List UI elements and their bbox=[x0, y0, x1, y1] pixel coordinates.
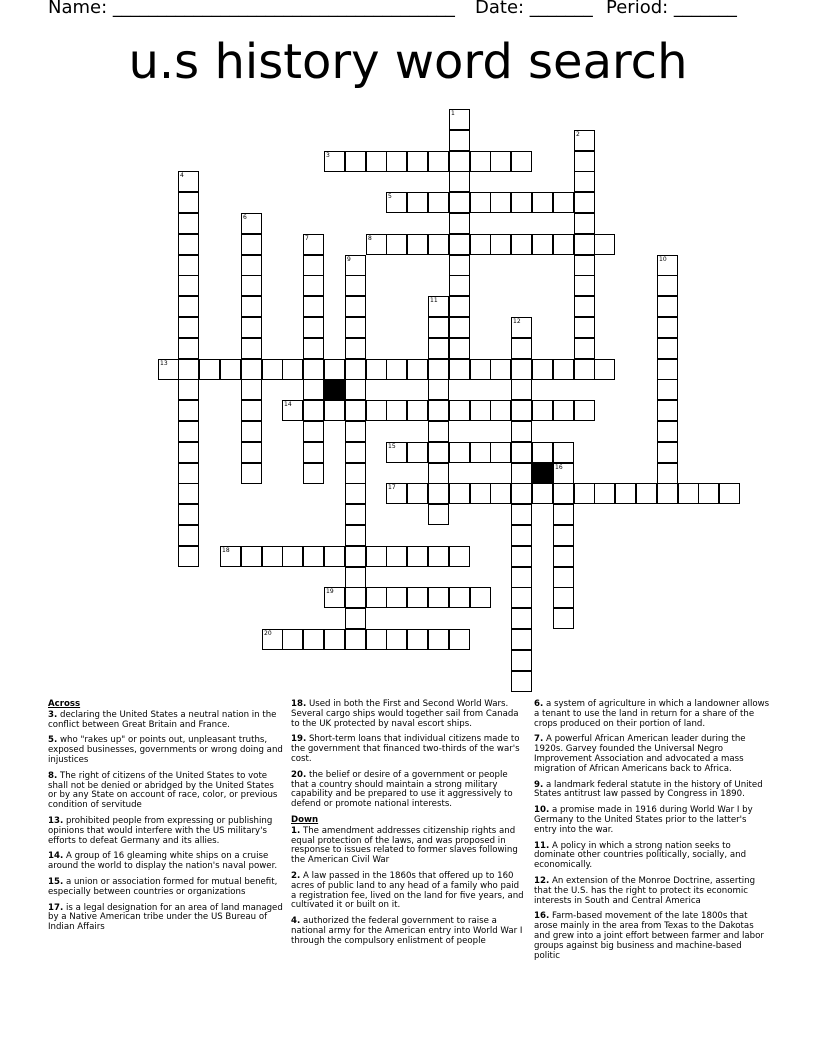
grid-cell[interactable] bbox=[386, 442, 407, 463]
grid-cell[interactable] bbox=[303, 400, 324, 421]
grid-cell[interactable] bbox=[532, 442, 553, 463]
grid-cell[interactable] bbox=[158, 359, 179, 380]
clue-number: 6 bbox=[243, 214, 247, 221]
grid-cell[interactable] bbox=[449, 192, 470, 213]
grid-cell[interactable] bbox=[511, 567, 532, 588]
clue-number: 18 bbox=[222, 547, 230, 554]
grid-cell[interactable] bbox=[511, 629, 532, 650]
grid-cell[interactable] bbox=[345, 296, 366, 317]
across-heading: Across bbox=[48, 699, 81, 709]
grid-cell[interactable] bbox=[178, 255, 199, 276]
grid-cell[interactable] bbox=[407, 546, 428, 567]
grid-cell[interactable] bbox=[449, 255, 470, 276]
grid-cell[interactable] bbox=[241, 442, 262, 463]
clue-across-15: 15. a union or association formed for mutual benefit, especially between countries or organizations bbox=[48, 876, 278, 897]
grid-cell[interactable] bbox=[532, 359, 553, 380]
grid-cell[interactable] bbox=[511, 463, 532, 484]
grid-cell[interactable] bbox=[511, 587, 532, 608]
clue-number: 4 bbox=[180, 172, 184, 179]
grid-cell[interactable] bbox=[553, 608, 574, 629]
clue-number: 5 bbox=[388, 193, 392, 200]
grid-cell[interactable] bbox=[428, 483, 449, 504]
grid-cell[interactable] bbox=[657, 275, 678, 296]
grid-cell[interactable] bbox=[657, 483, 678, 504]
grid-cell[interactable] bbox=[719, 483, 740, 504]
grid-cell[interactable] bbox=[282, 546, 303, 567]
grid-cell[interactable] bbox=[490, 192, 511, 213]
grid-cell[interactable] bbox=[366, 587, 387, 608]
grid-cell[interactable] bbox=[428, 234, 449, 255]
grid-cell[interactable] bbox=[241, 421, 262, 442]
grid-cell[interactable] bbox=[386, 400, 407, 421]
clue-number: 17 bbox=[388, 484, 396, 491]
grid-cell[interactable] bbox=[449, 400, 470, 421]
grid-cell[interactable] bbox=[345, 587, 366, 608]
grid-cell[interactable] bbox=[449, 587, 470, 608]
grid-cell[interactable] bbox=[428, 379, 449, 400]
grid-cell[interactable] bbox=[178, 463, 199, 484]
grid-cell[interactable] bbox=[553, 525, 574, 546]
clue-number: 19 bbox=[326, 588, 334, 595]
grid-cell[interactable] bbox=[657, 379, 678, 400]
grid-cell[interactable] bbox=[428, 400, 449, 421]
grid-cell[interactable] bbox=[470, 192, 491, 213]
grid-cell[interactable] bbox=[366, 234, 387, 255]
clue-number: 13 bbox=[160, 360, 168, 367]
grid-cell[interactable] bbox=[511, 525, 532, 546]
grid-cell[interactable] bbox=[178, 525, 199, 546]
grid-cell[interactable] bbox=[553, 192, 574, 213]
clue-number: 3 bbox=[326, 152, 330, 159]
grid-cell[interactable] bbox=[178, 171, 199, 192]
clue-across-19: 19. Short-term loans that individual citizens made to the government that financed two-thirds of the war's cost. bbox=[291, 734, 520, 764]
grid-cell[interactable] bbox=[532, 192, 553, 213]
grid-cell[interactable] bbox=[553, 587, 574, 608]
grid-cell[interactable] bbox=[428, 338, 449, 359]
grid-cell[interactable] bbox=[178, 546, 199, 567]
grid-cell[interactable] bbox=[636, 483, 657, 504]
grid-cell[interactable] bbox=[178, 442, 199, 463]
grid-cell[interactable] bbox=[553, 234, 574, 255]
grid-cell[interactable] bbox=[449, 359, 470, 380]
clues-column-2 bbox=[291, 700, 527, 953]
grid-cell[interactable] bbox=[553, 400, 574, 421]
grid-cell[interactable] bbox=[574, 275, 595, 296]
grid-cell[interactable] bbox=[345, 275, 366, 296]
grid-cell[interactable] bbox=[366, 629, 387, 650]
clue-number: 8 bbox=[368, 235, 372, 242]
clue-across-3: 3. declaring the United States a neutral nation in the conflict between Great Britain and France. bbox=[48, 709, 277, 730]
clue-down-4: 4. authorized the federal government to raise a national army for the American entry into World War I through the compulsory enlistment of people bbox=[291, 916, 523, 946]
clue-down-12: 12. An extension of the Monroe Doctrine, asserting that the U.S. has the right to protect its economic interests in South and Central America bbox=[534, 875, 756, 906]
grid-cell[interactable] bbox=[220, 546, 241, 567]
grid-cell[interactable] bbox=[657, 421, 678, 442]
grid-cell[interactable] bbox=[178, 483, 199, 504]
grid-cell[interactable] bbox=[574, 213, 595, 234]
grid-cell[interactable] bbox=[511, 359, 532, 380]
grid-cell[interactable] bbox=[345, 338, 366, 359]
clue-down-11: 11. A policy in which a strong nation seeks to dominate other countries politically, socially, and economically. bbox=[534, 840, 747, 871]
grid-cell[interactable] bbox=[262, 359, 283, 380]
grid-cell[interactable] bbox=[490, 442, 511, 463]
grid-cell[interactable] bbox=[553, 504, 574, 525]
grid-cell[interactable] bbox=[303, 296, 324, 317]
grid-cell[interactable] bbox=[490, 151, 511, 172]
grid-cell[interactable] bbox=[428, 629, 449, 650]
grid-cell[interactable] bbox=[698, 483, 719, 504]
grid-cell[interactable] bbox=[470, 483, 491, 504]
grid-cell[interactable] bbox=[303, 629, 324, 650]
grid-cell[interactable] bbox=[407, 587, 428, 608]
clue-down-6: 6. a system of agriculture in which a landowner allows a tenant to use the land in return for a share of the crops produced on their portion of land. bbox=[534, 699, 770, 729]
grid-cell[interactable] bbox=[553, 359, 574, 380]
grid-cell[interactable] bbox=[303, 463, 324, 484]
clue-across-20: 20. the belief or desire of a government or people that a country should maintain a strong military capability and be prepared to use it aggressively to defend or promote national interests. bbox=[291, 769, 513, 810]
grid-cell[interactable] bbox=[470, 442, 491, 463]
grid-cell[interactable] bbox=[511, 192, 532, 213]
grid-cell[interactable] bbox=[303, 338, 324, 359]
grid-cell[interactable] bbox=[303, 442, 324, 463]
grid-cell[interactable] bbox=[386, 587, 407, 608]
grid-cell[interactable] bbox=[324, 629, 345, 650]
grid-cell[interactable] bbox=[178, 504, 199, 525]
clue-number: 11 bbox=[430, 297, 438, 304]
grid-cell[interactable] bbox=[366, 546, 387, 567]
grid-cell[interactable] bbox=[345, 567, 366, 588]
grid-cell[interactable] bbox=[594, 483, 615, 504]
clue-number: 1 bbox=[451, 110, 455, 117]
grid-cell[interactable] bbox=[678, 483, 699, 504]
grid-cell[interactable] bbox=[386, 629, 407, 650]
grid-cell[interactable] bbox=[303, 359, 324, 380]
grid-cell[interactable] bbox=[511, 379, 532, 400]
grid-cell[interactable] bbox=[345, 483, 366, 504]
grid-cell[interactable] bbox=[574, 317, 595, 338]
grid-cell[interactable] bbox=[449, 338, 470, 359]
grid-cell[interactable] bbox=[407, 359, 428, 380]
grid-cell[interactable] bbox=[553, 546, 574, 567]
grid-cell[interactable] bbox=[345, 151, 366, 172]
grid-cell[interactable] bbox=[511, 650, 532, 671]
grid-cell[interactable] bbox=[574, 338, 595, 359]
grid-cell[interactable] bbox=[241, 463, 262, 484]
grid-cell[interactable] bbox=[532, 234, 553, 255]
grid-cell[interactable] bbox=[449, 130, 470, 151]
clue-number: 16 bbox=[555, 464, 563, 471]
grid-cell[interactable] bbox=[574, 171, 595, 192]
grid-cell[interactable] bbox=[303, 275, 324, 296]
grid-cell[interactable] bbox=[470, 151, 491, 172]
clue-down-2: 2. A law passed in the 1860s that offered up to 160 acres of public land to any head of a family who paid a registration fee, lived on the land for five years, and cultivated it or built on it. bbox=[291, 870, 524, 911]
grid-cell[interactable] bbox=[511, 504, 532, 525]
grid-cell[interactable] bbox=[345, 442, 366, 463]
grid-cell[interactable] bbox=[574, 483, 595, 504]
grid-cell[interactable] bbox=[345, 359, 366, 380]
clues-column-3 bbox=[534, 700, 770, 967]
grid-cell[interactable] bbox=[511, 546, 532, 567]
grid-cell[interactable] bbox=[574, 234, 595, 255]
grid-cell[interactable] bbox=[449, 296, 470, 317]
grid-cell[interactable] bbox=[470, 234, 491, 255]
grid-cell[interactable] bbox=[241, 255, 262, 276]
grid-cell[interactable] bbox=[366, 400, 387, 421]
grid-cell[interactable] bbox=[470, 587, 491, 608]
grid-cell[interactable] bbox=[345, 317, 366, 338]
grid-cell[interactable] bbox=[449, 629, 470, 650]
grid-cell[interactable] bbox=[594, 359, 615, 380]
grid-cell[interactable] bbox=[511, 338, 532, 359]
clue-down-16: 16. Farm-based movement of the late 1800s that arose mainly in the area from Texas to the Dakotas and grew into a joint effort between farmer and labor groups against big business and machine-based politic bbox=[534, 911, 764, 961]
grid-cell[interactable] bbox=[657, 442, 678, 463]
grid-cell[interactable] bbox=[428, 463, 449, 484]
grid-cell[interactable] bbox=[449, 442, 470, 463]
clues-column-1 bbox=[48, 700, 284, 939]
grid-cell[interactable] bbox=[386, 359, 407, 380]
grid-cell[interactable] bbox=[449, 234, 470, 255]
grid-cell[interactable] bbox=[386, 483, 407, 504]
grid-cell[interactable] bbox=[574, 296, 595, 317]
down-heading: Down bbox=[291, 814, 319, 825]
grid-cell[interactable] bbox=[303, 234, 324, 255]
grid-cell[interactable] bbox=[303, 546, 324, 567]
clue-number: 9 bbox=[347, 256, 351, 263]
grid-cell[interactable] bbox=[449, 213, 470, 234]
grid-cell[interactable] bbox=[428, 587, 449, 608]
name-field-label: Name: ______________________________________ bbox=[48, 0, 455, 18]
grid-cell[interactable] bbox=[345, 400, 366, 421]
grid-cell[interactable] bbox=[241, 317, 262, 338]
grid-cell[interactable] bbox=[449, 546, 470, 567]
grid-cell[interactable] bbox=[178, 421, 199, 442]
clue-down-10: 10. a promise made in 1916 during World War I by Germany to the United States prior to the latter's entry into the war. bbox=[534, 805, 753, 835]
grid-cell[interactable] bbox=[345, 546, 366, 567]
grid-cell[interactable] bbox=[657, 296, 678, 317]
grid-cell[interactable] bbox=[303, 421, 324, 442]
grid-cell[interactable] bbox=[449, 109, 470, 130]
grid-cell[interactable] bbox=[178, 400, 199, 421]
grid-cell[interactable] bbox=[553, 442, 574, 463]
clue-down-9: 9. a landmark federal statute in the history of United States antitrust law passed by Congress in 1890. bbox=[534, 779, 763, 800]
grid-cell[interactable] bbox=[532, 483, 553, 504]
grid-cell[interactable] bbox=[324, 359, 345, 380]
clue-across-13: 13. prohibited people from expressing or publishing opinions that would interfere with the US military's efforts to defeat Germany and its allies. bbox=[48, 815, 273, 846]
grid-cell[interactable] bbox=[657, 463, 678, 484]
grid-cell[interactable] bbox=[241, 400, 262, 421]
grid-cell[interactable] bbox=[428, 546, 449, 567]
grid-cell[interactable] bbox=[241, 275, 262, 296]
grid-cell[interactable] bbox=[490, 483, 511, 504]
grid-cell[interactable] bbox=[532, 400, 553, 421]
grid-cell[interactable] bbox=[324, 400, 345, 421]
grid-cell[interactable] bbox=[407, 483, 428, 504]
clue-number: 15 bbox=[388, 443, 396, 450]
grid-cell[interactable] bbox=[511, 151, 532, 172]
grid-cell[interactable] bbox=[553, 567, 574, 588]
grid-cell[interactable] bbox=[324, 151, 345, 172]
grid-cell[interactable] bbox=[490, 400, 511, 421]
grid-cell[interactable] bbox=[282, 359, 303, 380]
grid-cell[interactable] bbox=[511, 400, 532, 421]
grid-cell[interactable] bbox=[470, 400, 491, 421]
grid-cell[interactable] bbox=[324, 546, 345, 567]
grid-cell[interactable] bbox=[262, 546, 283, 567]
grid-cell[interactable] bbox=[345, 608, 366, 629]
grid-cell[interactable] bbox=[511, 483, 532, 504]
black-cell bbox=[532, 463, 553, 484]
grid-cell[interactable] bbox=[449, 151, 470, 172]
grid-cell[interactable] bbox=[386, 546, 407, 567]
grid-cell[interactable] bbox=[428, 296, 449, 317]
clue-across-17: 17. is a legal designation for an area of land managed by a Native American tribe under the US Bureau of Indian Affairs bbox=[48, 902, 283, 933]
grid-cell[interactable] bbox=[594, 234, 615, 255]
grid-cell[interactable] bbox=[428, 442, 449, 463]
grid-cell[interactable] bbox=[615, 483, 636, 504]
grid-cell[interactable] bbox=[178, 213, 199, 234]
grid-cell[interactable] bbox=[657, 255, 678, 276]
grid-cell[interactable] bbox=[407, 234, 428, 255]
grid-cell[interactable] bbox=[449, 317, 470, 338]
clue-number: 14 bbox=[284, 401, 292, 408]
grid-cell[interactable] bbox=[241, 338, 262, 359]
date-field-label: Date: _______ bbox=[475, 0, 593, 18]
grid-cell[interactable] bbox=[428, 317, 449, 338]
grid-cell[interactable] bbox=[407, 192, 428, 213]
grid-cell[interactable] bbox=[241, 234, 262, 255]
clue-number: 7 bbox=[305, 235, 309, 242]
grid-cell[interactable] bbox=[657, 317, 678, 338]
clue-down-1: 1. The amendment addresses citizenship rights and equal protection of the laws, and was proposed in response to issues related to former slaves following the American Civil War bbox=[291, 825, 518, 866]
grid-cell[interactable] bbox=[282, 629, 303, 650]
clue-down-7: 7. A powerful African American leader during the 1920s. Garvey founded the Universal Negro Improvement Association and advocated a mass migration of African Americans back to Africa. bbox=[534, 734, 746, 774]
grid-cell[interactable] bbox=[428, 151, 449, 172]
grid-cell[interactable] bbox=[428, 359, 449, 380]
grid-cell[interactable] bbox=[262, 629, 283, 650]
grid-cell[interactable] bbox=[303, 317, 324, 338]
grid-cell[interactable] bbox=[657, 400, 678, 421]
grid-cell[interactable] bbox=[386, 151, 407, 172]
grid-cell[interactable] bbox=[574, 151, 595, 172]
grid-cell[interactable] bbox=[574, 192, 595, 213]
grid-cell[interactable] bbox=[241, 213, 262, 234]
grid-cell[interactable] bbox=[345, 629, 366, 650]
grid-cell[interactable] bbox=[449, 275, 470, 296]
grid-cell[interactable] bbox=[366, 359, 387, 380]
grid-cell[interactable] bbox=[345, 421, 366, 442]
grid-cell[interactable] bbox=[553, 463, 574, 484]
grid-cell[interactable] bbox=[324, 587, 345, 608]
grid-cell[interactable] bbox=[178, 317, 199, 338]
grid-cell[interactable] bbox=[345, 255, 366, 276]
grid-cell[interactable] bbox=[241, 379, 262, 400]
grid-cell[interactable] bbox=[345, 525, 366, 546]
grid-cell[interactable] bbox=[241, 546, 262, 567]
grid-cell[interactable] bbox=[407, 151, 428, 172]
clue-number: 2 bbox=[576, 131, 580, 138]
grid-cell[interactable] bbox=[449, 171, 470, 192]
period-field-label: Period: _______ bbox=[606, 0, 737, 18]
grid-cell[interactable] bbox=[511, 234, 532, 255]
grid-cell[interactable] bbox=[657, 338, 678, 359]
grid-cell[interactable] bbox=[428, 421, 449, 442]
grid-cell[interactable] bbox=[511, 317, 532, 338]
grid-cell[interactable] bbox=[345, 504, 366, 525]
puzzle-title: u.s history word search bbox=[128, 34, 688, 90]
clue-number: 20 bbox=[264, 630, 272, 637]
grid-cell[interactable] bbox=[241, 296, 262, 317]
grid-cell[interactable] bbox=[574, 400, 595, 421]
grid-cell[interactable] bbox=[407, 442, 428, 463]
grid-cell[interactable] bbox=[345, 379, 366, 400]
grid-cell[interactable] bbox=[428, 192, 449, 213]
grid-cell[interactable] bbox=[178, 296, 199, 317]
grid-cell[interactable] bbox=[282, 400, 303, 421]
grid-cell[interactable] bbox=[407, 400, 428, 421]
grid-cell[interactable] bbox=[511, 421, 532, 442]
grid-cell[interactable] bbox=[407, 629, 428, 650]
grid-cell[interactable] bbox=[449, 483, 470, 504]
grid-cell[interactable] bbox=[386, 234, 407, 255]
grid-cell[interactable] bbox=[366, 151, 387, 172]
grid-cell[interactable] bbox=[511, 442, 532, 463]
grid-cell[interactable] bbox=[178, 192, 199, 213]
grid-cell[interactable] bbox=[178, 379, 199, 400]
black-cell bbox=[324, 379, 345, 400]
grid-cell[interactable] bbox=[470, 359, 491, 380]
grid-cell[interactable] bbox=[428, 504, 449, 525]
grid-cell[interactable] bbox=[574, 255, 595, 276]
clue-number: 12 bbox=[513, 318, 521, 325]
grid-cell[interactable] bbox=[574, 130, 595, 151]
grid-cell[interactable] bbox=[511, 608, 532, 629]
grid-cell[interactable] bbox=[490, 359, 511, 380]
grid-cell[interactable] bbox=[220, 359, 241, 380]
grid-cell[interactable] bbox=[490, 234, 511, 255]
grid-cell[interactable] bbox=[303, 379, 324, 400]
grid-cell[interactable] bbox=[574, 359, 595, 380]
clue-across-18: 18. Used in both the First and Second World Wars. Several cargo ships would together sail from Canada to the UK protected by naval escort ships. bbox=[291, 699, 519, 729]
grid-cell[interactable] bbox=[511, 671, 532, 692]
grid-cell[interactable] bbox=[178, 359, 199, 380]
grid-cell[interactable] bbox=[178, 275, 199, 296]
clue-number: 10 bbox=[659, 256, 667, 263]
grid-cell[interactable] bbox=[386, 192, 407, 213]
grid-cell[interactable] bbox=[553, 483, 574, 504]
grid-cell[interactable] bbox=[657, 359, 678, 380]
grid-cell[interactable] bbox=[199, 359, 220, 380]
clue-across-8: 8. The right of citizens of the United States to vote shall not be denied or abridged by the United States or by any State on account of race, color, or previous condition of servitude bbox=[48, 770, 278, 811]
grid-cell[interactable] bbox=[178, 234, 199, 255]
grid-cell[interactable] bbox=[345, 463, 366, 484]
clue-across-5: 5. who "rakes up" or points out, unpleasant truths, exposed businesses, governments or wrong doing and injustices bbox=[48, 735, 283, 765]
grid-cell[interactable] bbox=[303, 255, 324, 276]
clue-across-14: 14. A group of 16 gleaming white ships on a cruise around the world to display the nation's naval power. bbox=[48, 851, 278, 872]
grid-cell[interactable] bbox=[241, 359, 262, 380]
grid-cell[interactable] bbox=[178, 338, 199, 359]
